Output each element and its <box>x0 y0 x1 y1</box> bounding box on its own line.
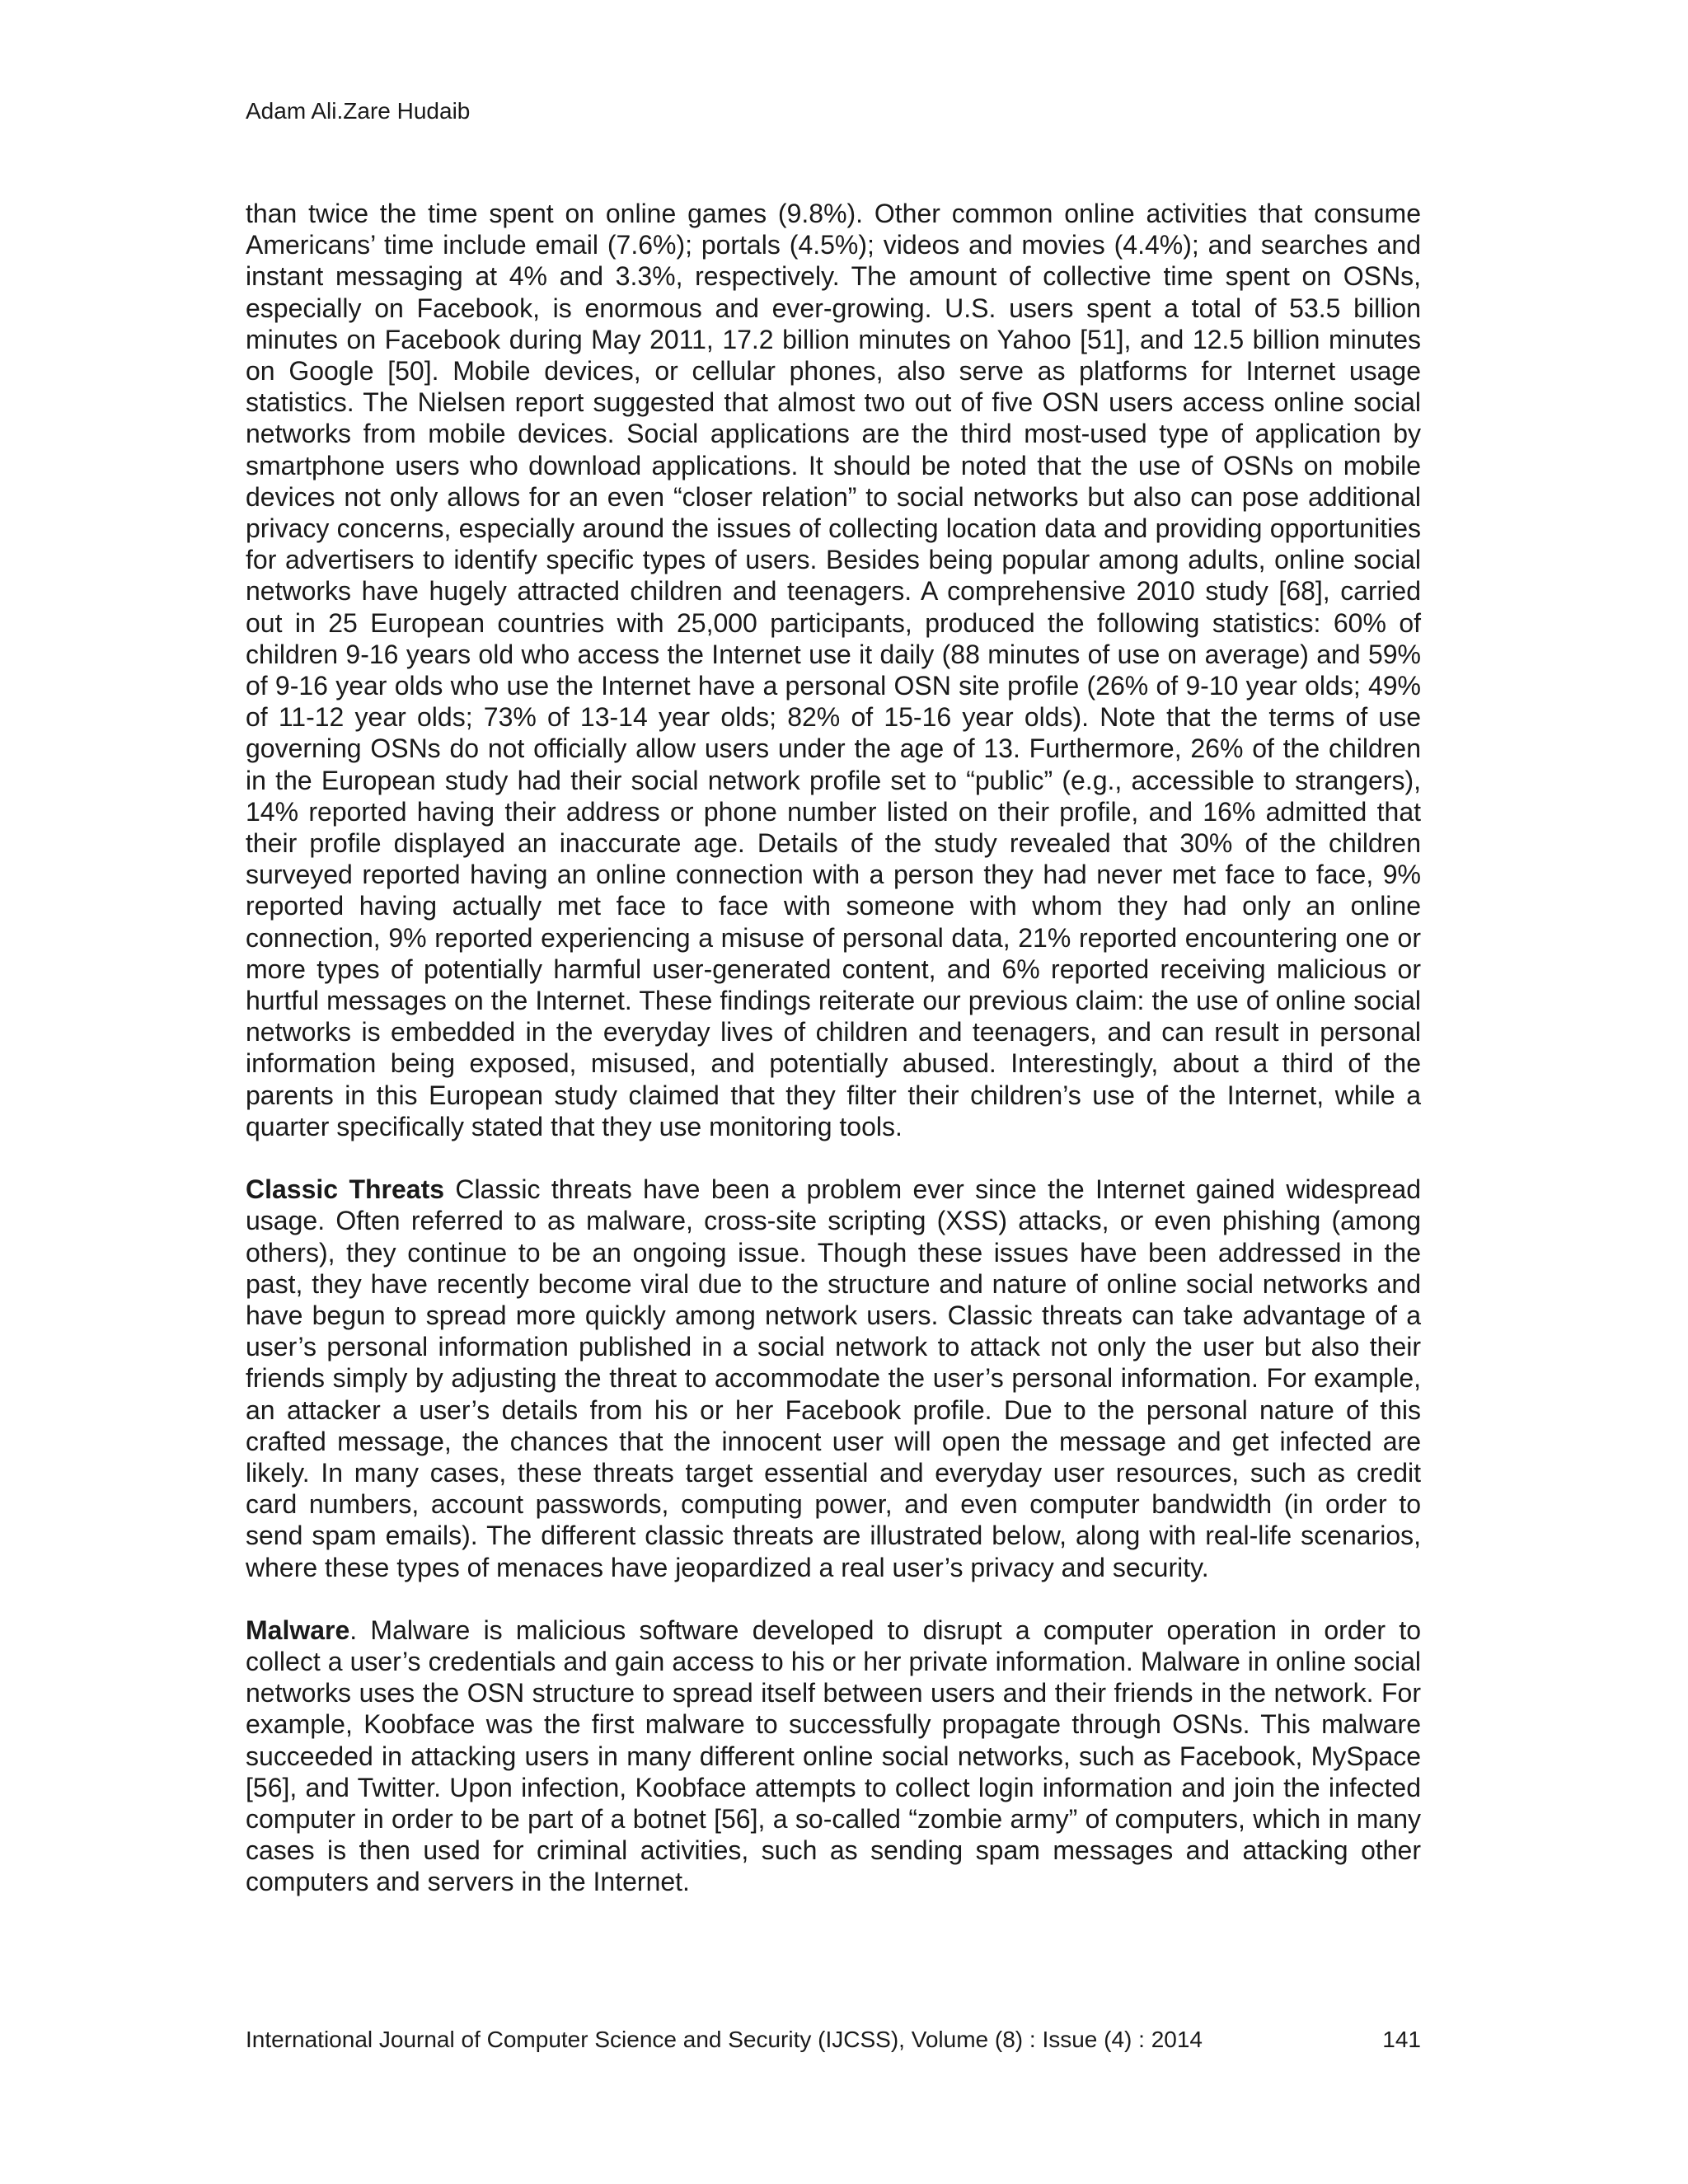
paragraph-classic-threats <box>246 1174 1421 1583</box>
paragraph-online-usage <box>246 198 1421 1142</box>
journal-citation: International Journal of Computer Science and Security (IJCSS), Volume (8) : Issue (4) : 2014 <box>246 2027 1203 2052</box>
author-name: Adam Ali.Zare Hudaib <box>246 98 471 124</box>
paragraph-text: Classic threats have been a problem ever since the Internet gained widespread usage. Often referred to as malware, cross-site scripting (XSS) attacks, or even phishing (among others), they continue to be an ongoing issue. Though these issues have been addressed in the past, they have recently become viral due to the structure and nature of online social networks and have begun to spread more quickly among network users. Classic threats can take advantage of a user’s personal information published in a social network to attack not only the user but also their friends simply by adjusting the threat to accommodate the user’s personal information. For example, an attacker a user’s details from his or her Facebook profile. Due to the personal nature of this crafted message, the chances that the innocent user will open the message and get infected are likely. In many cases, these threats target essential and everyday user resources, such as credit card numbers, account passwords, computing power, and even computer bandwidth (in order to send spam emails). The different classic threats are illustrated below, along with real-life scenarios, where these types of menaces have jeopardized a real user’s privacy and security. <box>246 1174 1422 1582</box>
article-body <box>246 198 1421 1898</box>
running-header <box>246 97 470 125</box>
section-heading-classic-threats: Classic Threats <box>246 1174 445 1205</box>
paragraph-text: than twice the time spent on online games (9.8%). Other common online activities that consume Americans’ time include email (7.6%); portals (4.5%); videos and movies (4.4%); and searches and instant messaging at 4% and 3.3%, respectively. The amount of collective time spent on OSNs, especially on Facebook, is enormous and ever-growing. U.S. users spent a total of 53.5 billion minutes on Facebook during May 2011, 17.2 billion minutes on Yahoo [51], and 12.5 billion minutes on Google [50]. Mobile devices, or cellular phones, also serve as platforms for Internet usage statistics. The Nielsen report suggested that almost two out of five OSN users access online social networks from mobile devices. Social applications are the third most-used type of application by smartphone users who download applications. It should be noted that the use of OSNs on mobile devices not only allows for an even “closer relation” to social networks but also can pose additional privacy concerns, especially around the issues of collecting location data and providing opportunities for advertisers to identify specific types of users. Besides being popular among adults, online social networks have hugely attracted children and teenagers. A comprehensive 2010 study [68], carried out in 25 European countries with 25,000 participants, produced the following statistics: 60% of children 9-16 years old who access the Internet use it daily (88 minutes of use on average) and 59% of 9-16 year olds who use the Internet have a personal OSN site profile (26% of 9-10 year olds; 49% of 11-12 year olds; 73% of 13-14 year olds; 82% of 15-16 year olds). Note that the terms of use governing OSNs do not officially allow users under the age of 13. Furthermore, 26% of the children in the European study had their social network profile set to “public” (e.g., accessible to strangers), 14% reported having their address or phone number listed on their profile, and 16% admitted that their profile displayed an inaccurate age. Details of the study revealed that 30% of the children surveyed reported having an online connection with a person they had never met face to face, 9% reported having actually met face to face with someone with whom they had only an online connection, 9% reported experiencing a misuse of personal data, 21% reported encountering one or more types of potentially harmful user-generated content, and 6% reported receiving malicious or hurtful messages on the Internet. These findings reiterate our previous claim: the use of online social networks is embedded in the everyday lives of children and teenagers, and can result in personal information being exposed, misused, and potentially abused. Interestingly, about a third of the parents in this European study claimed that they filter their children’s use of the Internet, while a quarter specifically stated that they use monitoring tools. <box>246 199 1421 1141</box>
section-heading-malware: Malware <box>246 1615 350 1645</box>
paragraph-text: . Malware is malicious software developed to disrupt a computer operation in order to collect a user’s credentials and gain access to his or her private information. Malware in online social networks uses the OSN structure to spread itself between users and their friends in the network. For example, Koobface was the first malware to successfully propagate through OSNs. This malware succeeded in attacking users in many different online social networks, such as Facebook, MySpace [56], and Twitter. Upon infection, Koobface attempts to collect login information and join the infected computer in order to be part of a botnet [56], a so-called “zombie army” of computers, which in many cases is then used for criminal activities, such as sending spam messages and attacking other computers and servers in the Internet. <box>246 1615 1421 1897</box>
paragraph-malware <box>246 1615 1421 1898</box>
page-number: 141 <box>1382 2027 1421 2052</box>
